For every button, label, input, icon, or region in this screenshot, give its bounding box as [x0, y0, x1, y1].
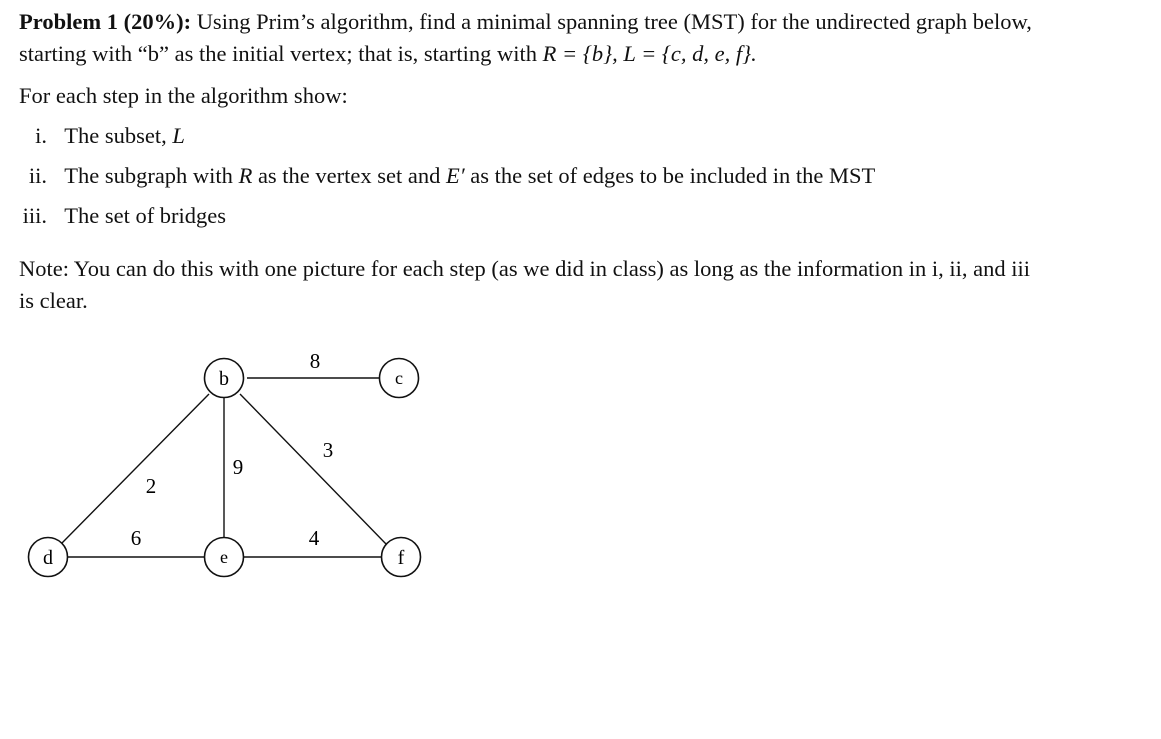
item-text: The subset,: [64, 123, 167, 148]
vertex-c: [380, 359, 419, 398]
vertex-label: f: [397, 547, 405, 569]
note-text-1: Note: You can do this with one picture for each step (as we did in class) as long as the information in i, ii, and iii: [19, 256, 1031, 281]
vertex-b: [205, 359, 244, 398]
item-math: L: [172, 123, 185, 148]
edge-weight-label: 4: [308, 526, 320, 550]
item-math: R: [238, 163, 253, 188]
edge-b-d: [62, 394, 209, 543]
edge-weight-label: 3: [322, 438, 334, 462]
instruction-text: For each step in the algorithm show:: [19, 83, 348, 108]
math-l-set: L = {c, d, e, f}.: [623, 41, 757, 66]
item-math: E′: [446, 163, 465, 188]
item-label: i.: [35, 123, 47, 148]
vertex-label: d: [43, 547, 53, 569]
item-text: as the vertex set and: [257, 163, 441, 188]
item-text: The subgraph with: [64, 163, 233, 188]
edge-weight-label: 6: [130, 526, 142, 550]
vertex-e: [205, 538, 244, 577]
note-text-2: is clear.: [19, 288, 88, 313]
edge-b-f: [240, 394, 387, 545]
edge-weight-label: 8: [309, 349, 321, 373]
problem-title: Problem 1: [19, 9, 118, 34]
problem-weight: (20%):: [123, 9, 192, 34]
item-text: as the set of edges to be included in the MST: [470, 163, 876, 188]
vertex-f: [382, 538, 421, 577]
math-r-set: R = {b},: [542, 41, 618, 66]
problem-intro-1: Using Prim’s algorithm, find a minimal spanning tree (MST) for the undirected graph below,: [196, 9, 1032, 34]
item-label: iii.: [22, 203, 47, 228]
edge-weight-label: 9: [232, 455, 244, 479]
vertex-label: e: [220, 547, 228, 567]
edge-weight-label: 2: [145, 474, 157, 498]
problem-intro-2: starting with “b” as the initial vertex; that is, starting with: [19, 41, 538, 66]
item-label: ii.: [28, 163, 47, 188]
item-text: The set of bridges: [64, 203, 227, 228]
vertex-label: b: [219, 368, 229, 390]
vertex-label: c: [395, 368, 403, 388]
vertex-d: [29, 538, 68, 577]
